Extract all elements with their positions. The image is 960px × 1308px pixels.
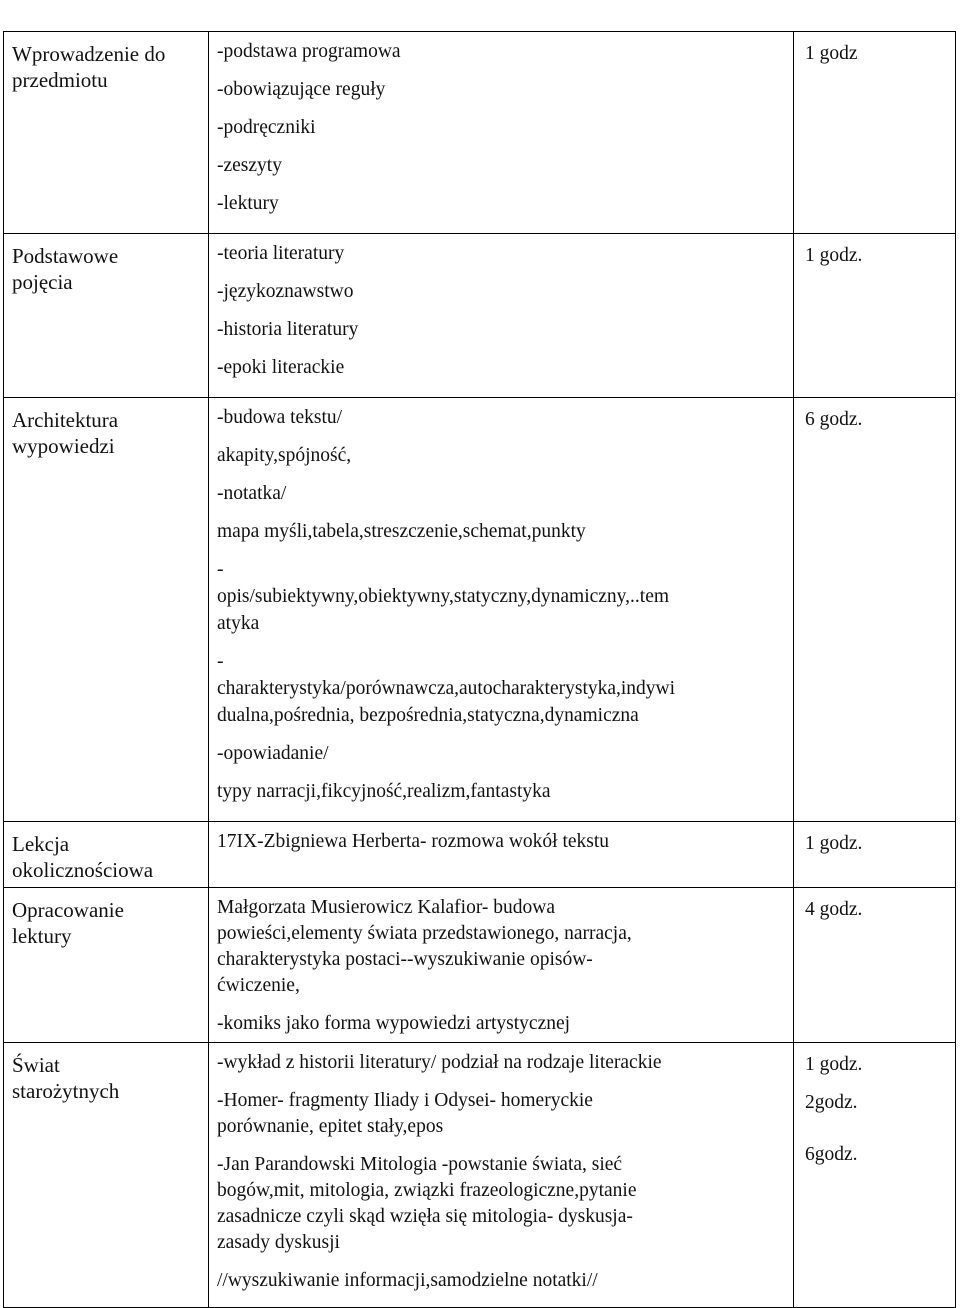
hours-value: 1 godz [805,43,858,64]
hours-value: 2godz. [805,1092,858,1113]
curriculum-table [3,31,956,1308]
hours-cell [794,1043,956,1308]
content-line: //wyszukiwanie informacji,samodzielne notatki// [217,1270,598,1291]
content-line: zasadnicze czyli skąd wzięła się mitologia- dyskusja- [217,1206,633,1227]
topic-line: przedmiotu [12,68,108,92]
content-line: atyka [217,613,260,634]
content-line: -lektury [217,193,279,214]
content-line: -podstawa programowa [217,41,401,62]
content-line: charakterystyka/porównawcza,autocharakterystyka,indywi [217,678,676,699]
content-cell [209,822,794,888]
table-row [4,398,956,822]
content-line: -komiks jako forma wypowiedzi artystycznej [217,1013,571,1034]
topic-cell [4,888,209,1043]
topic-cell [4,234,209,398]
content-line: zasady dyskusji [217,1232,340,1253]
table-row [4,32,956,234]
content-line: -zeszyty [217,155,282,176]
content-line: -historia literatury [217,319,359,340]
content-line: bogów,mit, mitologia, związki frazeologiczne,pytanie [217,1180,637,1201]
content-line: charakterystyka postaci--wyszukiwanie opisów- [217,949,593,970]
table-row [4,822,956,888]
hours-value: 6godz. [805,1144,858,1165]
topic-line: Podstawowe [12,244,119,268]
content-line: powieści,elementy świata przedstawionego, narracja, [217,923,632,944]
content-line: -teoria literatury [217,243,345,264]
hours-value: 1 godz. [805,245,863,266]
content-cell [209,888,794,1043]
content-line: -epoki literackie [217,357,345,378]
topic-cell [4,32,209,234]
content-line: -obowiązujące reguły [217,79,386,100]
content-line: -wykład z historii literatury/ podział na rodzaje literackie [217,1052,662,1073]
content-line: -opowiadanie/ [217,743,329,764]
content-line: ćwiczenie, [217,975,300,996]
hours-cell [794,888,956,1043]
topic-line: pojęcia [12,270,73,294]
table-row [4,234,956,398]
content-line: typy narracji,fikcyjność,realizm,fantastyka [217,781,551,802]
topic-line: starożytnych [12,1079,120,1103]
topic-cell [4,398,209,822]
table-row [4,1043,956,1308]
topic-line: lektury [12,924,72,948]
topic-line: okolicznościowa [12,858,154,882]
topic-line: Wprowadzenie do [12,42,166,66]
content-line: akapity,spójność, [217,445,352,466]
content-line: -budowa tekstu/ [217,407,343,428]
topic-cell [4,1043,209,1308]
content-line: dualna,pośrednia, bezpośrednia,statyczna,dynamiczna [217,705,639,726]
hours-cell [794,822,956,888]
content-line: -podręczniki [217,117,316,138]
topic-line: Architektura [12,408,119,432]
content-line: -Jan Parandowski Mitologia -powstanie świata, sieć [217,1154,623,1175]
content-line: - [217,651,224,672]
content-cell [209,1043,794,1308]
topic-line: Lekcja [12,832,70,856]
content-cell [209,32,794,234]
content-line: -Homer- fragmenty Iliady i Odysei- homeryckie [217,1090,593,1111]
topic-cell [4,822,209,888]
topic-line: Świat [12,1053,60,1077]
content-line: mapa myśli,tabela,streszczenie,schemat,punkty [217,521,586,542]
content-line: opis/subiektywny,obiektywny,statyczny,dynamiczny,..tem [217,586,670,607]
hours-cell [794,234,956,398]
content-line: -notatka/ [217,483,287,504]
hours-cell [794,32,956,234]
content-line: - [217,559,224,580]
hours-value: 4 godz. [805,899,863,920]
content-line: porównanie, epitet stały,epos [217,1116,444,1137]
content-cell [209,234,794,398]
hours-value: 1 godz. [805,1054,863,1075]
topic-line: Opracowanie [12,898,124,922]
content-line: Małgorzata Musierowicz Kalafior- budowa [217,897,556,918]
content-line: -językoznawstwo [217,281,354,302]
table-row [4,888,956,1043]
hours-cell [794,398,956,822]
hours-value: 6 godz. [805,409,863,430]
hours-value: 1 godz. [805,833,863,854]
content-cell [209,398,794,822]
topic-line: wypowiedzi [12,434,115,458]
content-line: 17IX-Zbigniewa Herberta- rozmowa wokół tekstu [217,831,610,852]
